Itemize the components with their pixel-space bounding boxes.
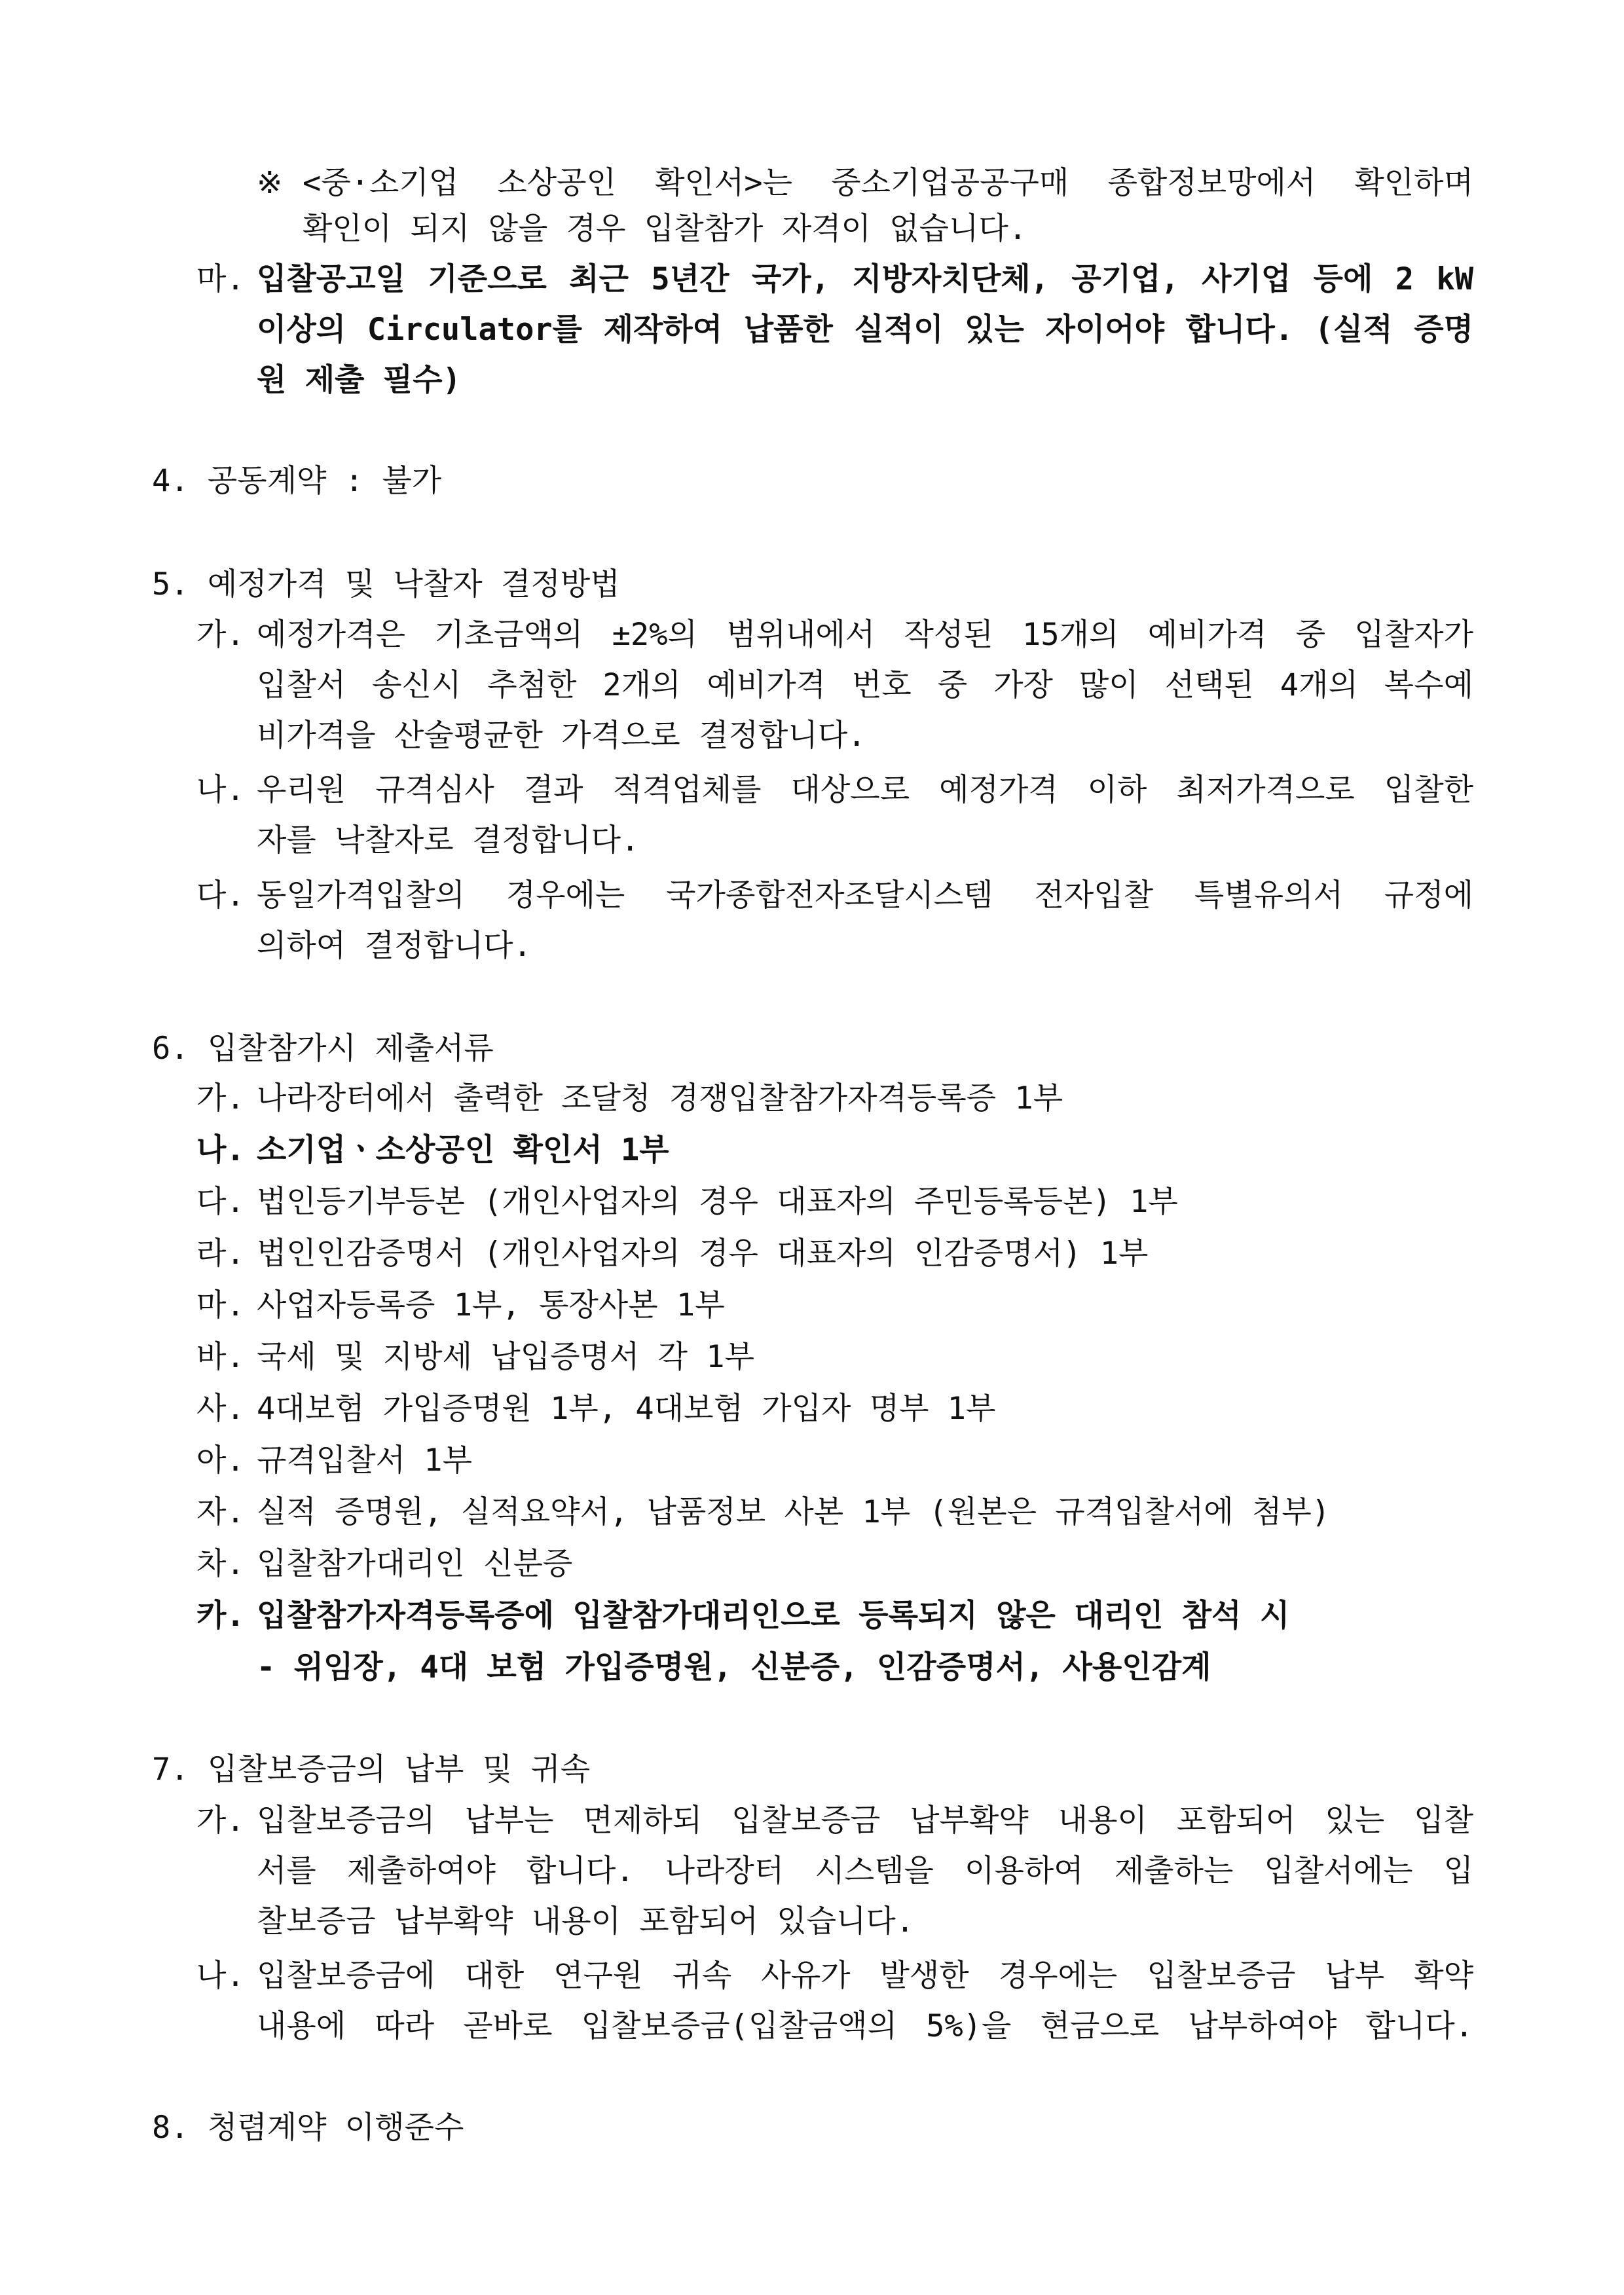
note-line-1: <중·소기업 소상공인 확인서>는 중소기업공공구매 종합정보망에서 확인하며 [303,165,1473,201]
sec6-item-text: 입찰참가대리인 신분증 [257,1546,573,1582]
note-line-2: 확인이 되지 않을 경우 입찰참가 자격이 없습니다. [303,211,1027,247]
sec7-na-marker: 나. [196,1958,245,1994]
sec6-item-text: 법인등기부등본 (개인사업자의 경우 대표자의 주민등록등본) 1부 [257,1184,1178,1220]
sec5-na-line-2: 자를 낙찰자로 결정합니다. [257,822,640,858]
note-symbol: ※ [257,165,283,201]
item-ma-line-3: 원 제출 필수) [257,362,461,398]
sec6-item-text: 법인인감증명서 (개인사업자의 경우 대표자의 인감증명서) 1부 [257,1236,1149,1272]
sec6-item-marker: 아. [196,1442,245,1478]
sec6-item-text: 소기업ㆍ소상공인 확인서 1부 [257,1132,669,1168]
sec6-item-marker: 라. [196,1236,245,1272]
section-4-title: 4. 공동계약 : 불가 [152,463,442,499]
item-ma-marker: 마. [196,261,245,297]
section-5-title: 5. 예정가격 및 낙찰자 결정방법 [152,566,620,602]
sec5-ga-line-1: 예정가격은 기초금액의 ±2%의 범위내에서 작성된 15개의 예비가격 중 입찰자가 [257,617,1473,653]
sec6-item-text: 4대보험 가입증명원 1부, 4대보험 가입자 명부 1부 [257,1391,996,1427]
sec6-item-marker: 나. [196,1132,245,1168]
sec7-ga-line-2: 서를 제출하여야 합니다. 나라장터 시스템을 이용하여 제출하는 입찰서에는 입 [257,1853,1473,1889]
item-ma-line-2: 이상의 Circulator를 제작하여 납품한 실적이 있는 자이어야 합니다. (실적 증명 [257,312,1473,348]
sec5-da-line-2: 의하여 결정합니다. [257,928,532,964]
section-7-title: 7. 입찰보증금의 납부 및 귀속 [152,1752,591,1788]
section-6-title: 6. 입찰참가시 제출서류 [152,1031,494,1067]
sec6-ka-sub-line: - 위임장, 4대 보험 가입증명원, 신분증, 인감증명서, 사용인감계 [257,1649,1211,1685]
section-8-title: 8. 청렴계약 이행준수 [152,2110,464,2146]
sec6-item-text: 국세 및 지방세 납입증명서 각 1부 [257,1339,755,1375]
sec5-na-line-1: 우리원 규격심사 결과 적격업체를 대상으로 예정가격 이하 최저가격으로 입찰한 [257,772,1473,808]
sec6-item-marker: 자. [196,1494,245,1530]
sec6-item-text: 규격입찰서 1부 [257,1442,473,1478]
sec5-da-line-1: 동일가격입찰의 경우에는 국가종합전자조달시스템 전자입찰 특별유의서 규정에 [257,877,1473,913]
sec6-item-marker: 차. [196,1546,245,1582]
sec5-da-marker: 다. [196,877,245,913]
sec5-ga-marker: 가. [196,617,245,653]
sec6-item-marker: 카. [196,1598,245,1634]
sec7-na-line-1: 입찰보증금에 대한 연구원 귀속 사유가 발생한 경우에는 입찰보증금 납부 확약 [257,1958,1473,1994]
sec6-item-text: 나라장터에서 출력한 조달청 경쟁입찰참가자격등록증 1부 [257,1080,1063,1116]
sec7-ga-line-1: 입찰보증금의 납부는 면제하되 입찰보증금 납부확약 내용이 포함되어 있는 입찰 [257,1803,1473,1839]
sec7-ga-marker: 가. [196,1803,245,1839]
item-ma-line-1: 입찰공고일 기준으로 최근 5년간 국가, 지방자치단체, 공기업, 사기업 등에 2 kW [257,261,1473,297]
sec6-item-marker: 마. [196,1287,245,1323]
sec6-item-marker: 사. [196,1391,245,1427]
sec5-ga-line-3: 비가격을 산술평균한 가격으로 결정합니다. [257,718,866,754]
sec5-ga-line-2: 입찰서 송신시 추첨한 2개의 예비가격 번호 중 가장 많이 선택된 4개의 복수예 [257,667,1473,703]
sec6-item-marker: 가. [196,1080,245,1116]
sec7-na-line-2: 내용에 따라 곧바로 입찰보증금(입찰금액의 5%)을 현금으로 납부하여야 합니다. [257,2008,1473,2044]
sec6-item-marker: 다. [196,1184,245,1220]
sec6-item-text: 실적 증명원, 실적요약서, 납품정보 사본 1부 (원본은 규격입찰서에 첨부) [257,1494,1331,1530]
sec6-item-marker: 바. [196,1339,245,1375]
sec6-item-text: 입찰참가자격등록증에 입찰참가대리인으로 등록되지 않은 대리인 참석 시 [257,1598,1290,1634]
sec6-item-text: 사업자등록증 1부, 통장사본 1부 [257,1287,725,1323]
sec5-na-marker: 나. [196,772,245,808]
sec7-ga-line-3: 찰보증금 납부확약 내용이 포함되어 있습니다. [257,1903,915,1939]
